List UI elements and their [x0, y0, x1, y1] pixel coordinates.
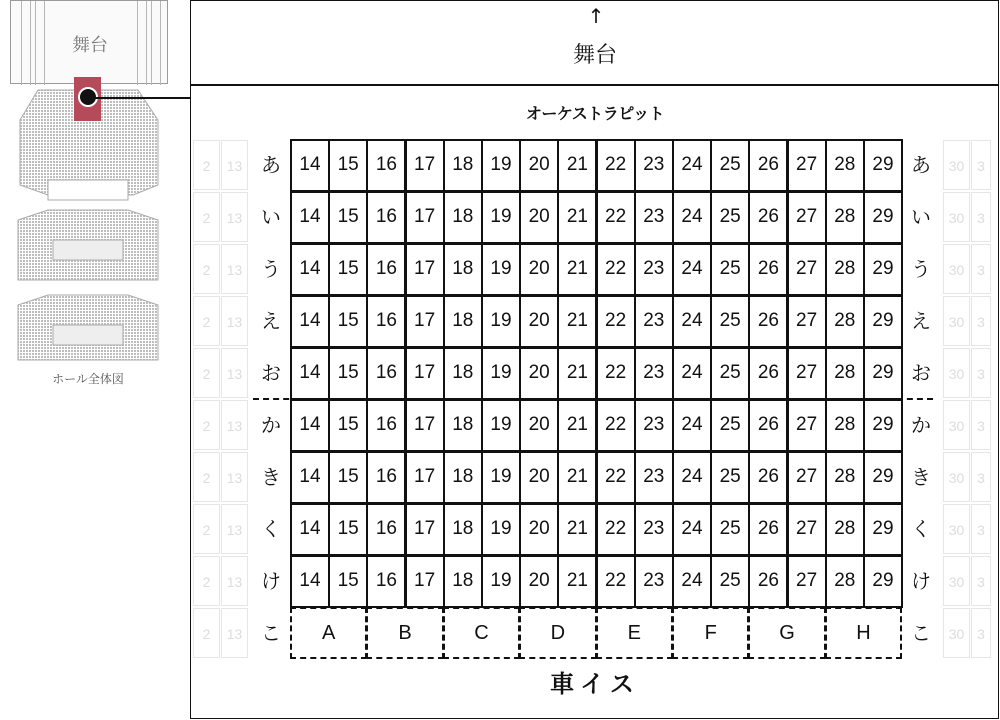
ghost-seat-left: 13	[221, 452, 248, 502]
seat[interactable]: 21	[557, 295, 597, 348]
seat[interactable]: 24	[672, 399, 712, 452]
seat[interactable]: 23	[634, 451, 674, 504]
wheelchair-label: 車イス	[550, 670, 640, 698]
seat[interactable]: 19	[481, 243, 521, 296]
seat[interactable]: 25	[710, 139, 750, 192]
seat[interactable]: 28	[825, 399, 865, 452]
row-label-left: い	[261, 205, 281, 229]
seat[interactable]: 26	[748, 139, 788, 192]
seat[interactable]: 18	[443, 243, 483, 296]
seat[interactable]: 23	[634, 347, 674, 400]
ghost-seat-right: 30	[943, 452, 970, 502]
seat[interactable]: 29	[863, 451, 903, 504]
row-label-right: い	[911, 205, 931, 229]
seat[interactable]: 21	[557, 347, 597, 400]
ghost-seat-left: 2	[193, 452, 220, 502]
seat[interactable]: 16	[366, 399, 406, 452]
minimap-seating-blocks	[8, 80, 173, 370]
ghost-seat-left: 13	[221, 556, 248, 606]
seat[interactable]: 20	[519, 503, 559, 556]
minimap-connector-line	[88, 97, 191, 99]
ghost-seat-left: 2	[193, 504, 220, 554]
ghost-seat-left: 2	[193, 608, 220, 658]
row-label-left: お	[261, 361, 281, 385]
seat[interactable]: 25	[710, 451, 750, 504]
seat[interactable]: 21	[557, 399, 597, 452]
seat[interactable]: 15	[328, 503, 368, 556]
seat[interactable]: 21	[557, 503, 597, 556]
seat[interactable]: 14	[290, 191, 330, 244]
seat[interactable]: 22	[596, 295, 636, 348]
seat[interactable]: 26	[748, 451, 788, 504]
seat[interactable]: 28	[825, 555, 865, 608]
seat[interactable]: 24	[672, 451, 712, 504]
ghost-seat-left: 2	[193, 556, 220, 606]
seat[interactable]: 20	[519, 191, 559, 244]
ghost-seat-right: 3	[971, 556, 991, 606]
seat[interactable]: 21	[557, 191, 597, 244]
wheelchair-space[interactable]: F	[672, 607, 749, 659]
ghost-seat-left: 13	[221, 296, 248, 346]
seat[interactable]: 24	[672, 503, 712, 556]
ghost-seat-left: 2	[193, 296, 220, 346]
seat[interactable]: 20	[519, 347, 559, 400]
minimap-stage	[10, 0, 168, 84]
seat[interactable]: 14	[290, 555, 330, 608]
seat[interactable]: 20	[519, 451, 559, 504]
seat[interactable]: 22	[596, 139, 636, 192]
wheelchair-space[interactable]: G	[748, 607, 825, 659]
ghost-seat-right: 3	[971, 452, 991, 502]
seat[interactable]: 27	[787, 191, 827, 244]
ghost-seat-right: 3	[971, 244, 991, 294]
ghost-seat-right: 3	[971, 296, 991, 346]
stage-direction-arrow-icon: ↑	[587, 4, 605, 28]
seat[interactable]: 22	[596, 399, 636, 452]
seat[interactable]: 24	[672, 243, 712, 296]
wheelchair-space[interactable]: D	[519, 607, 596, 659]
ghost-seat-left: 2	[193, 140, 220, 190]
seat[interactable]: 17	[405, 555, 445, 608]
orchestra-pit-label: オーケストラピット	[525, 104, 665, 123]
seat[interactable]: 26	[748, 347, 788, 400]
seat[interactable]: 23	[634, 555, 674, 608]
seat[interactable]: 28	[825, 139, 865, 192]
seat[interactable]: 15	[328, 399, 368, 452]
seat[interactable]: 15	[328, 295, 368, 348]
seat[interactable]: 14	[290, 399, 330, 452]
seat[interactable]: 29	[863, 139, 903, 192]
seat[interactable]: 18	[443, 191, 483, 244]
seat[interactable]: 26	[748, 555, 788, 608]
ghost-seat-left: 13	[221, 608, 248, 658]
seat[interactable]: 28	[825, 503, 865, 556]
seat[interactable]: 18	[443, 139, 483, 192]
seat[interactable]: 17	[405, 399, 445, 452]
seat[interactable]: 28	[825, 347, 865, 400]
seat[interactable]: 15	[328, 191, 368, 244]
seat[interactable]: 20	[519, 139, 559, 192]
seat[interactable]: 18	[443, 555, 483, 608]
row-label-right: く	[911, 517, 931, 541]
seat[interactable]: 28	[825, 451, 865, 504]
seat[interactable]: 19	[481, 295, 521, 348]
seat[interactable]: 25	[710, 191, 750, 244]
seat[interactable]: 27	[787, 399, 827, 452]
row-label-left: け	[261, 569, 281, 593]
ghost-seat-right: 30	[943, 400, 970, 450]
seat[interactable]: 17	[405, 139, 445, 192]
ghost-seat-right: 30	[943, 140, 970, 190]
seat[interactable]: 27	[787, 555, 827, 608]
seat[interactable]: 18	[443, 347, 483, 400]
seat[interactable]: 26	[748, 503, 788, 556]
seat[interactable]: 29	[863, 555, 903, 608]
seat[interactable]: 29	[863, 503, 903, 556]
row-label-right: き	[911, 465, 931, 489]
row-label-left: き	[261, 465, 281, 489]
wheelchair-row-label-left: こ	[261, 621, 281, 645]
seat[interactable]: 23	[634, 295, 674, 348]
seat[interactable]: 28	[825, 191, 865, 244]
seat[interactable]: 16	[366, 139, 406, 192]
ghost-seat-right: 30	[943, 296, 970, 346]
ghost-seat-left: 13	[221, 348, 248, 398]
seat[interactable]: 18	[443, 503, 483, 556]
seat[interactable]: 27	[787, 139, 827, 192]
seat[interactable]: 17	[405, 451, 445, 504]
seat[interactable]: 29	[863, 243, 903, 296]
seat[interactable]: 23	[634, 503, 674, 556]
row-label-left: か	[261, 413, 281, 437]
seat[interactable]: 21	[557, 243, 597, 296]
ghost-seat-right: 30	[943, 192, 970, 242]
ghost-seat-right: 3	[971, 608, 991, 658]
seat[interactable]: 22	[596, 451, 636, 504]
seat[interactable]: 16	[366, 503, 406, 556]
seat[interactable]: 17	[405, 503, 445, 556]
seat[interactable]: 29	[863, 295, 903, 348]
seat[interactable]: 18	[443, 399, 483, 452]
seat[interactable]: 15	[328, 139, 368, 192]
seat[interactable]: 24	[672, 555, 712, 608]
seat[interactable]: 14	[290, 139, 330, 192]
seat[interactable]: 27	[787, 295, 827, 348]
seat[interactable]: 23	[634, 139, 674, 192]
seat[interactable]: 27	[787, 243, 827, 296]
seat[interactable]: 27	[787, 503, 827, 556]
seat[interactable]: 15	[328, 555, 368, 608]
row-label-right: あ	[911, 153, 931, 177]
row-label-right: か	[911, 413, 931, 437]
seat[interactable]: 23	[634, 243, 674, 296]
wheelchair-space[interactable]: C	[443, 607, 520, 659]
seat[interactable]: 21	[557, 555, 597, 608]
stage-label: 舞台	[572, 43, 617, 68]
seat[interactable]: 21	[557, 139, 597, 192]
seat[interactable]: 22	[596, 243, 636, 296]
seat[interactable]: 22	[596, 347, 636, 400]
seat[interactable]: 29	[863, 191, 903, 244]
seat[interactable]: 20	[519, 555, 559, 608]
seat[interactable]: 15	[328, 347, 368, 400]
ghost-seat-right: 30	[943, 556, 970, 606]
ghost-seat-right: 3	[971, 140, 991, 190]
seat[interactable]: 29	[863, 399, 903, 452]
seat[interactable]: 16	[366, 243, 406, 296]
ghost-seat-right: 30	[943, 348, 970, 398]
ghost-seat-left: 2	[193, 192, 220, 242]
seat[interactable]: 19	[481, 139, 521, 192]
seat[interactable]: 25	[710, 503, 750, 556]
seat[interactable]: 19	[481, 347, 521, 400]
minimap-caption: ホール全体図	[52, 372, 124, 386]
ghost-seat-right: 3	[971, 504, 991, 554]
ghost-seat-left: 13	[221, 244, 248, 294]
row-label-left: え	[261, 309, 281, 333]
seat[interactable]: 27	[787, 451, 827, 504]
seat[interactable]: 26	[748, 295, 788, 348]
seat[interactable]: 26	[748, 243, 788, 296]
seat[interactable]: 19	[481, 399, 521, 452]
seat[interactable]: 17	[405, 347, 445, 400]
ghost-seat-left: 13	[221, 504, 248, 554]
seat[interactable]: 18	[443, 451, 483, 504]
seat[interactable]: 19	[481, 451, 521, 504]
seat[interactable]: 16	[366, 295, 406, 348]
row-label-right: け	[911, 569, 931, 593]
seat[interactable]: 17	[405, 243, 445, 296]
seat[interactable]: 20	[519, 295, 559, 348]
wheelchair-space[interactable]: H	[825, 607, 902, 659]
ghost-seat-left: 2	[193, 244, 220, 294]
row-label-left: う	[261, 257, 281, 281]
wheelchair-space[interactable]: E	[596, 607, 673, 659]
seat[interactable]: 26	[748, 399, 788, 452]
seat[interactable]: 22	[596, 555, 636, 608]
ghost-seat-right: 3	[971, 192, 991, 242]
seat[interactable]: 26	[748, 191, 788, 244]
seat[interactable]: 25	[710, 243, 750, 296]
seat[interactable]: 14	[290, 503, 330, 556]
seat[interactable]: 27	[787, 347, 827, 400]
ghost-seat-left: 2	[193, 400, 220, 450]
seat[interactable]: 14	[290, 347, 330, 400]
seat[interactable]: 19	[481, 191, 521, 244]
seat[interactable]: 25	[710, 555, 750, 608]
seat[interactable]: 29	[863, 347, 903, 400]
wheelchair-space[interactable]: B	[366, 607, 443, 659]
seat[interactable]: 19	[481, 555, 521, 608]
seat[interactable]: 23	[634, 191, 674, 244]
seat[interactable]: 28	[825, 295, 865, 348]
row-label-left: あ	[261, 153, 281, 177]
row-label-right: お	[911, 361, 931, 385]
row-label-right: え	[911, 309, 931, 333]
seat[interactable]: 22	[596, 503, 636, 556]
seat[interactable]: 16	[366, 347, 406, 400]
row-label-left: く	[261, 517, 281, 541]
seat[interactable]: 17	[405, 191, 445, 244]
seat[interactable]: 16	[366, 191, 406, 244]
seat[interactable]: 25	[710, 347, 750, 400]
row-label-right: う	[911, 257, 931, 281]
seat[interactable]: 28	[825, 243, 865, 296]
seat[interactable]: 25	[710, 295, 750, 348]
seat[interactable]: 24	[672, 139, 712, 192]
seat[interactable]: 15	[328, 451, 368, 504]
ghost-seat-left: 2	[193, 348, 220, 398]
ghost-seat-right: 30	[943, 244, 970, 294]
seat[interactable]: 16	[366, 451, 406, 504]
wheelchair-row-label-right: こ	[911, 621, 931, 645]
ghost-seat-left: 13	[221, 192, 248, 242]
ghost-seat-right: 30	[943, 504, 970, 554]
seat[interactable]: 21	[557, 451, 597, 504]
seat[interactable]: 23	[634, 399, 674, 452]
seat[interactable]: 24	[672, 191, 712, 244]
minimap-stage-label: 舞台	[72, 35, 108, 56]
seat[interactable]: 20	[519, 399, 559, 452]
seat[interactable]: 17	[405, 295, 445, 348]
seat[interactable]: 22	[596, 191, 636, 244]
seat[interactable]: 16	[366, 555, 406, 608]
seat[interactable]: 14	[290, 243, 330, 296]
hall-minimap	[8, 0, 173, 400]
seat[interactable]: 19	[481, 503, 521, 556]
ghost-seat-right: 30	[943, 608, 970, 658]
seat[interactable]: 25	[710, 399, 750, 452]
ghost-seat-right: 3	[971, 400, 991, 450]
seat[interactable]: 24	[672, 295, 712, 348]
seat[interactable]: 14	[290, 451, 330, 504]
wheelchair-space[interactable]: A	[290, 607, 367, 659]
seat[interactable]: 24	[672, 347, 712, 400]
ghost-seat-left: 13	[221, 400, 248, 450]
seat[interactable]: 15	[328, 243, 368, 296]
seat[interactable]: 18	[443, 295, 483, 348]
ghost-seat-right: 3	[971, 348, 991, 398]
seat[interactable]: 20	[519, 243, 559, 296]
seat[interactable]: 14	[290, 295, 330, 348]
ghost-seat-left: 13	[221, 140, 248, 190]
